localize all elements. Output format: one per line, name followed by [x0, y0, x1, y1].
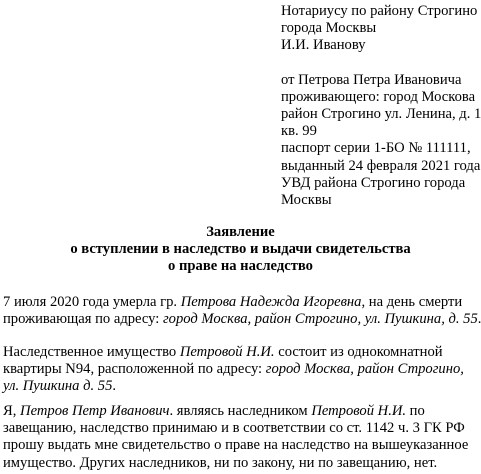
addressee-block [281, 3, 481, 209]
p3-text: . являясь наследником [169, 403, 312, 419]
estate-address: город Москва, район Строгино, [265, 361, 464, 378]
p1-line-2 [3, 311, 479, 328]
p2-line-3 [3, 378, 479, 395]
p3-line-4: имущество. Других наследников, ни по закону, ни по завещанию, нет. [3, 454, 438, 471]
notary-line-1: Нотариусу по району Строгино [281, 3, 478, 19]
applicant-name: Петров Петр Иванович [20, 403, 170, 419]
applicant-line-6: выданный 24 февраля 2021 года [281, 157, 481, 174]
p2-line-1 [3, 344, 479, 361]
title-line-1: Заявление [206, 224, 275, 240]
spacer [281, 55, 477, 72]
applicant-line-4: кв. 99 [281, 123, 317, 140]
p1-text: 7 июля 2020 года умерла гр. [3, 294, 181, 310]
p3-line-2: завещанию, наследство принимаю и в соответствии со ст. 1142 ч. 3 ГК РФ [3, 420, 465, 437]
applicant-line-8: Москвы [281, 192, 332, 209]
p2-text: состоит из однокомнатной [274, 344, 443, 360]
applicant-line-7: УВД района Строгино города [281, 174, 466, 191]
p2-line-2 [3, 361, 479, 378]
applicant-line-3: район Строгино ул. Ленина, д. 1 [281, 106, 481, 123]
paragraph-death-notice [3, 294, 479, 328]
estate-address-cont: ул. Пушкина д. 55 [3, 378, 113, 395]
paragraph-request [3, 403, 479, 472]
p2-text: квартиры N94, расположенной по адресу: [3, 361, 266, 378]
p3-text: по [406, 403, 425, 419]
deceased-short-name: Петровой Н.И. [179, 344, 275, 360]
p3-line-3: прошу выдать мне свидетельство о праве на наследство на вышеуказанное [3, 437, 469, 454]
paragraph-estate [3, 344, 479, 396]
applicant-line-1: от Петрова Петра Ивановича [281, 71, 462, 88]
applicant-line-5: паспорт серии 1-БО № 111111, [281, 140, 471, 157]
title-line-2: о вступлении в наследство и выдачи свидетельства [70, 241, 411, 258]
p1-text: , на день смерти [361, 294, 463, 310]
p1-text: проживающая по адресу: [3, 311, 163, 328]
p1-line-1 [3, 294, 479, 311]
deceased-address: город Москва, район Строгино, ул. Пушкина, д. 55 [162, 311, 478, 328]
p2-text: Наследственное имущество [3, 344, 180, 360]
p3-line-1 [3, 403, 479, 420]
p2-text: . [112, 378, 117, 395]
p3-text: Я, [3, 403, 21, 419]
notary-line-2: города Москвы [281, 20, 377, 37]
applicant-line-2: проживающего: город Москова [281, 88, 476, 105]
notary-line-3: И.И. Иванову [281, 37, 366, 54]
deceased-name: Петрова Надежда Игоревна [180, 294, 362, 310]
document-title [0, 224, 481, 276]
title-line-3: о праве на наследство [168, 258, 313, 275]
deceased-short-name: Петровой Н.И. [311, 403, 407, 419]
